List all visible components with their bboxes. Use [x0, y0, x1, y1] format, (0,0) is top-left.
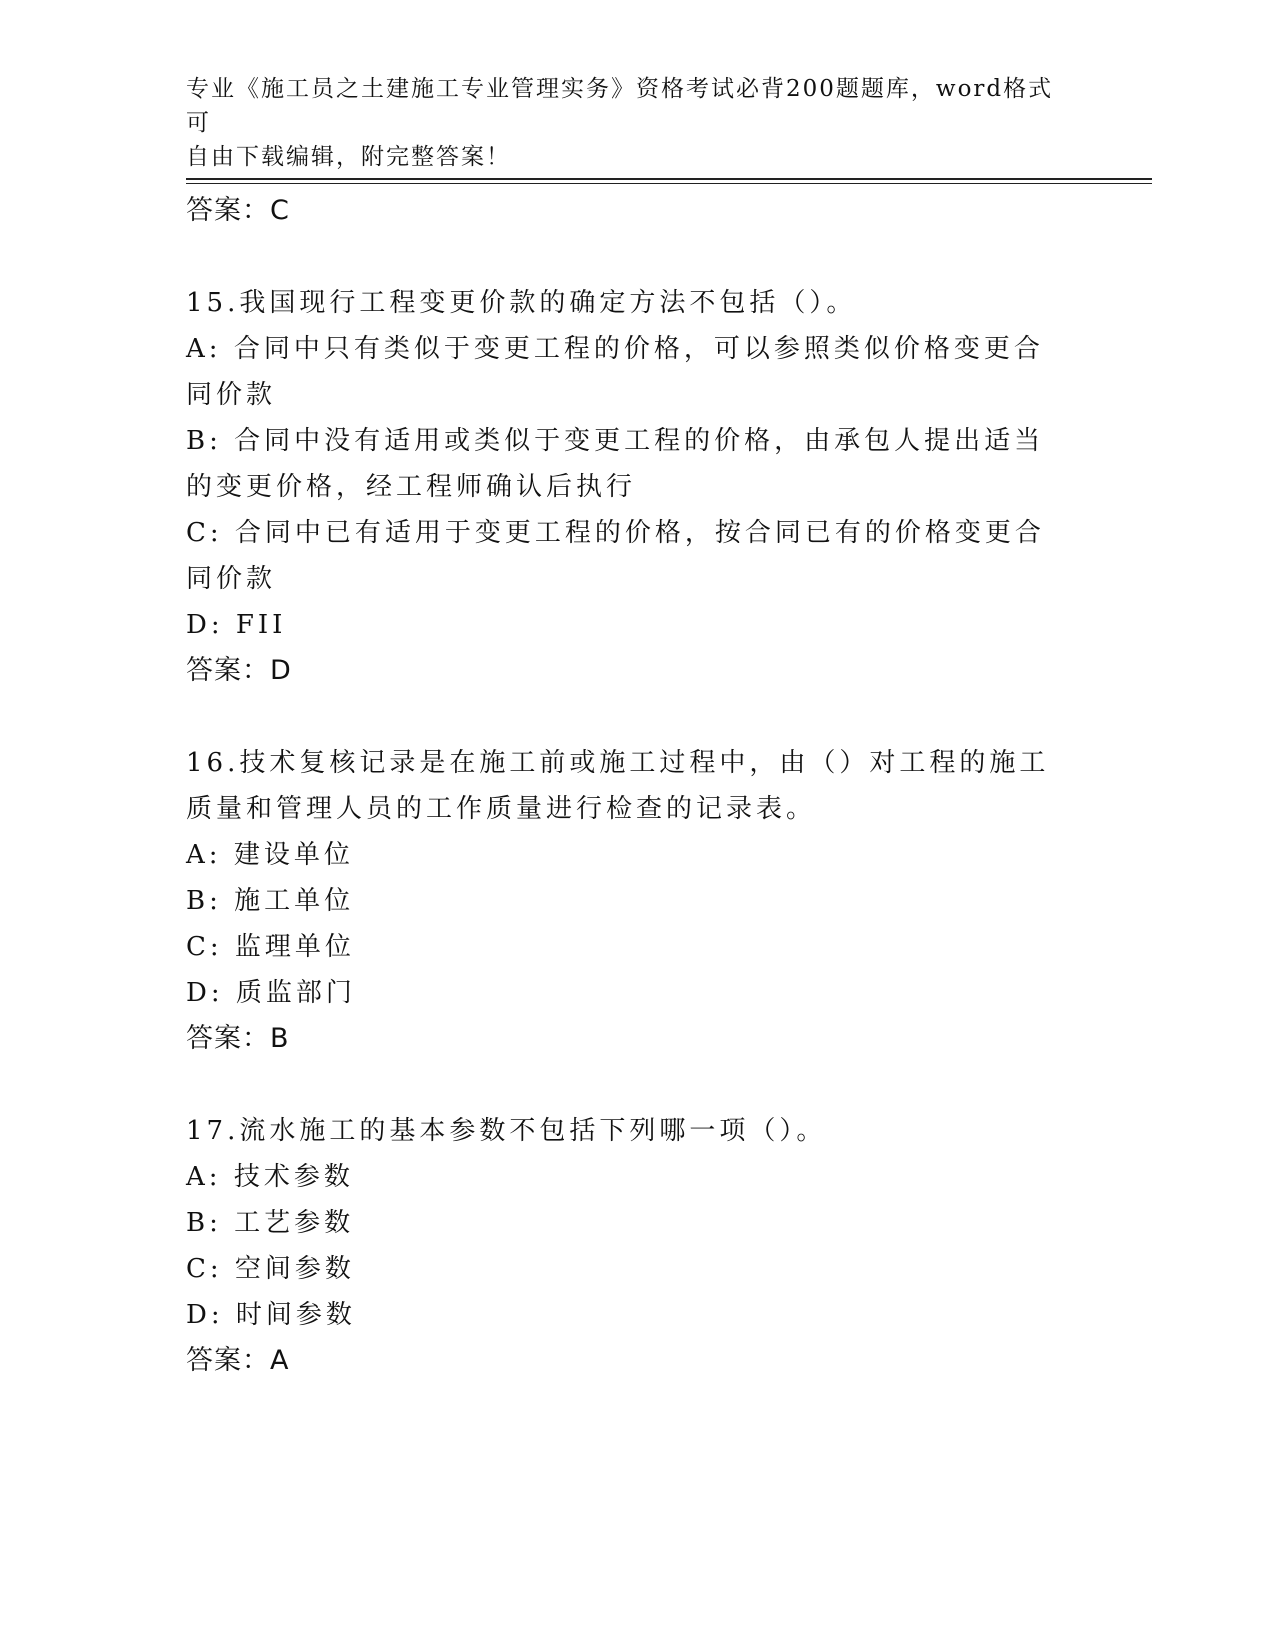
- answer-15: 答案：D: [186, 655, 292, 686]
- option-text: 合同中只有类似于变更工程的价格，可以参照类似价格变更合同价款: [186, 334, 1044, 410]
- option-letter: B:: [186, 426, 222, 456]
- question-17: [186, 1108, 1066, 1384]
- header-line-1: 专业《施工员之土建施工专业管理实务》资格考试必背200题题库，word格式可: [186, 76, 1054, 136]
- option-text: 空间参数: [234, 1254, 355, 1284]
- option-letter: A:: [186, 1162, 222, 1192]
- option-a: [186, 326, 1066, 418]
- document-body: [186, 188, 1066, 1384]
- option-letter: C:: [186, 518, 223, 548]
- question-stem: [186, 1108, 1066, 1154]
- option-text: 合同中已有适用于变更工程的价格，按合同已有的价格变更合同价款: [186, 518, 1045, 594]
- question-number: 17.: [186, 1116, 240, 1146]
- option-text: 建设单位: [233, 840, 354, 870]
- previous-answer: 答案：C: [186, 195, 290, 226]
- option-letter: B:: [186, 886, 222, 916]
- option-letter: A:: [186, 334, 222, 364]
- option-text: 质监部门: [235, 978, 356, 1008]
- option-letter: C:: [186, 1254, 223, 1284]
- option-letter: D:: [186, 1300, 224, 1330]
- option-b: [186, 1200, 1066, 1246]
- option-b: [186, 878, 1066, 924]
- option-letter: D:: [186, 978, 224, 1008]
- option-text: 施工单位: [234, 886, 355, 916]
- option-letter: C:: [186, 932, 223, 962]
- option-text: 技术参数: [233, 1162, 354, 1192]
- question-stem: [186, 280, 1066, 326]
- option-c: [186, 510, 1066, 602]
- answer-16: 答案：B: [186, 1023, 290, 1054]
- option-d: [186, 602, 1066, 648]
- option-text: 工艺参数: [234, 1208, 355, 1238]
- option-b: [186, 418, 1066, 510]
- answer-17: 答案：A: [186, 1345, 290, 1376]
- header-rule-thin: [186, 183, 1152, 184]
- option-letter: D:: [186, 610, 224, 640]
- question-text: 技术复核记录是在施工前或施工过程中，由（）对工程的施工质量和管理人员的工作质量进行检查的记录表。: [186, 748, 1050, 824]
- option-d: [186, 1292, 1066, 1338]
- option-c: [186, 1246, 1066, 1292]
- option-text: 时间参数: [235, 1300, 356, 1330]
- question-text: 流水施工的基本参数不包括下列哪一项（）。: [239, 1116, 827, 1146]
- option-d: [186, 970, 1066, 1016]
- option-text: 合同中没有适用或类似于变更工程的价格，由承包人提出适当的变更价格，经工程师确认后执行: [186, 426, 1045, 502]
- question-15: [186, 280, 1066, 694]
- question-number: 16.: [186, 748, 240, 778]
- document-header: [186, 72, 1066, 174]
- question-stem: [186, 740, 1066, 832]
- question-16: [186, 740, 1066, 1062]
- header-line-2: 自由下载编辑，附完整答案！: [186, 144, 511, 170]
- question-number: 15.: [186, 288, 240, 318]
- option-a: [186, 1154, 1066, 1200]
- option-letter: B:: [186, 1208, 222, 1238]
- option-text: FII: [235, 610, 287, 640]
- option-letter: A:: [186, 840, 222, 870]
- option-a: [186, 832, 1066, 878]
- option-c: [186, 924, 1066, 970]
- header-rule-thick: [186, 178, 1152, 180]
- question-text: 我国现行工程变更价款的确定方法不包括（）。: [239, 288, 857, 318]
- option-text: 监理单位: [234, 932, 355, 962]
